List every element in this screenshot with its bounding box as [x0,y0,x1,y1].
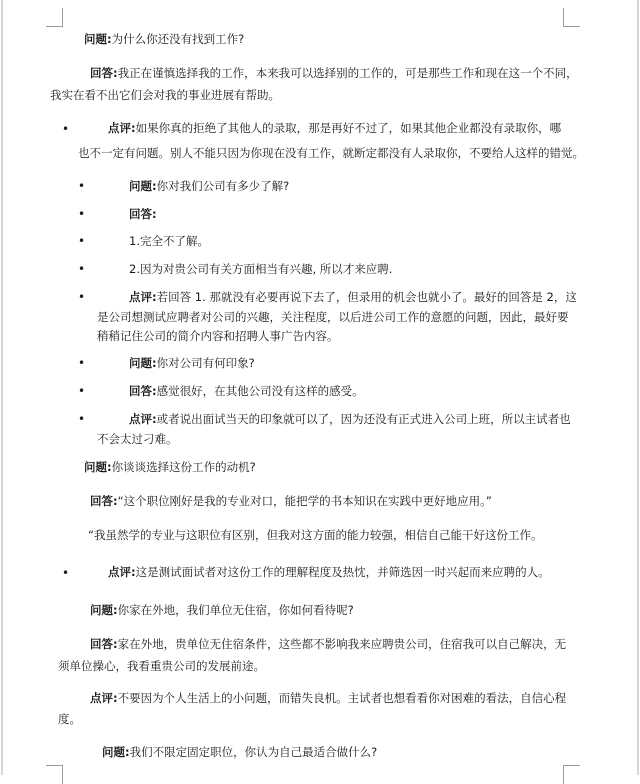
question-label: 问题: [84,32,112,46]
question-text: 你对公司有何印象? [156,356,255,370]
comment-text-line1: 如果你真的拒绝了其他人的录取，那是再好不过了，如果其他企业都没有录取你，哪 [135,121,562,135]
option-text: 1.完全不了解。 [129,234,209,248]
answer-paragraph-alt [88,522,542,548]
question-text: 为什么你还没有找到工作? [111,32,245,46]
bullet-icon: • [62,122,70,136]
answer-text: “这个职位刚好是我的专业对口，能把学的书本知识在实践中更好地应用。” [117,494,492,508]
bullet-icon: • [78,262,86,276]
bullet-icon: • [62,566,70,580]
comment-paragraph [90,685,566,711]
comment-text-line1: 或者说出面试当天的印象就可以了，因为还没有正式进入公司上班，所以主试者也 [156,412,571,426]
question-text: 我们不限定固定职位，你认为自己最适合做什么? [129,745,378,759]
option-item [129,256,392,282]
comment-text-line2: 也不一定有问题。别人不能只因为你现在没有工作，就断定都没有人录取你，不要给人这样的错觉。 [78,146,584,160]
comment-text-line1: 若回答 1. 那就没有必要再说下去了，但录用的机会也就小了。最好的回答是 2，这 [156,290,577,304]
question-paragraph [84,26,244,52]
question-paragraph [102,739,377,765]
bullet-icon: • [78,356,86,370]
answer-paragraph-cont [58,653,265,679]
bullet-icon: • [78,179,86,193]
comment-label: 点评: [108,121,136,135]
comment-text-line2: 是公司想测试应聘者对公司的兴趣，关注程度，以后进公司工作的意愿的问题，因此，最好要 [97,310,569,324]
answer-text-line2: 须单位操心，我看重贵公司的发展前途。 [58,659,265,673]
question-paragraph [90,597,354,623]
comment-label: 点评: [129,412,157,426]
bullet-icon: • [78,207,86,221]
comment-paragraph [108,559,550,585]
question-text: 你谈谈选择这份工作的动机? [111,460,256,474]
comment-label: 点评: [129,290,157,304]
comment-text-line1: 不要因为个人生活上的小问题，而错失良机。主试者也想看看你对困难的看法，自信心程 [117,691,567,705]
page-edge-right [637,0,639,775]
answer-text-line1: 我正在谨慎选择我的工作，本来我可以选择别的工作的，可是那些工作和现在这一个不同， [117,66,578,80]
answer-text: 感觉很好，在其他公司没有这样的感受。 [156,384,364,398]
bullet-icon: • [78,234,86,248]
comment-label: 点评: [108,565,136,579]
question-label: 问题: [84,460,112,474]
question-paragraph [129,173,289,199]
question-label: 问题: [102,745,130,759]
answer-paragraph [90,488,492,514]
bullet-icon: • [78,290,86,304]
comment-label: 点评: [90,691,118,705]
option-item [129,228,209,254]
question-text: 你家在外地，我们单位无住宿，你如何看待呢? [117,603,354,617]
answer-text: “我虽然学的专业与这职位有区别，但我对这方面的能力较强，相信自己能干好这份工作。 [88,528,543,542]
question-text: 你对我们公司有多少了解? [156,179,290,193]
question-label: 问题: [90,603,118,617]
answer-label: 回答: [129,207,157,221]
page-edge-left [1,0,3,775]
comment-paragraph [129,406,571,432]
comment-text-line2: 度。 [58,712,81,726]
answer-label: 回答: [90,637,118,651]
answer-label: 回答: [90,66,118,80]
answer-text-line1: 家在外地，贵单位无住宿条件，这些都不影响我来应聘贵公司，住宿我可以自己解决，无 [117,637,567,651]
comment-paragraph-cont [58,706,81,732]
comment-paragraph-cont [97,426,178,452]
answer-paragraph [129,378,364,404]
answer-label: 回答: [129,384,157,398]
question-paragraph [129,350,255,376]
comment-paragraph [108,115,561,141]
option-text: 2.因为对贵公司有关方面相当有兴趣, 所以才来应聘. [129,262,393,276]
comment-text: 这是测试面试者对这份工作的理解程度及热忱，并筛选因一时兴起而来应聘的人。 [135,565,550,579]
answer-label: 回答: [90,494,118,508]
margin-corner-mark-top-left [46,8,63,27]
answer-paragraph-cont [50,82,280,108]
comment-paragraph-cont [97,323,339,349]
comment-paragraph-cont [78,140,584,166]
question-paragraph [84,454,256,480]
question-label: 问题: [129,356,157,370]
margin-corner-mark-top-right [563,8,580,27]
bullet-icon: • [78,384,86,398]
answer-text-line2: 我实在看不出它们会对我的事业进展有帮助。 [50,88,280,102]
comment-text-line2: 不会太过刁难。 [97,432,178,446]
question-label: 问题: [129,179,157,193]
answer-paragraph [129,201,157,227]
bullet-icon: • [78,412,86,426]
comment-text-line3: 稍稍记住公司的简介内容和招聘人事广告内容。 [97,329,339,343]
